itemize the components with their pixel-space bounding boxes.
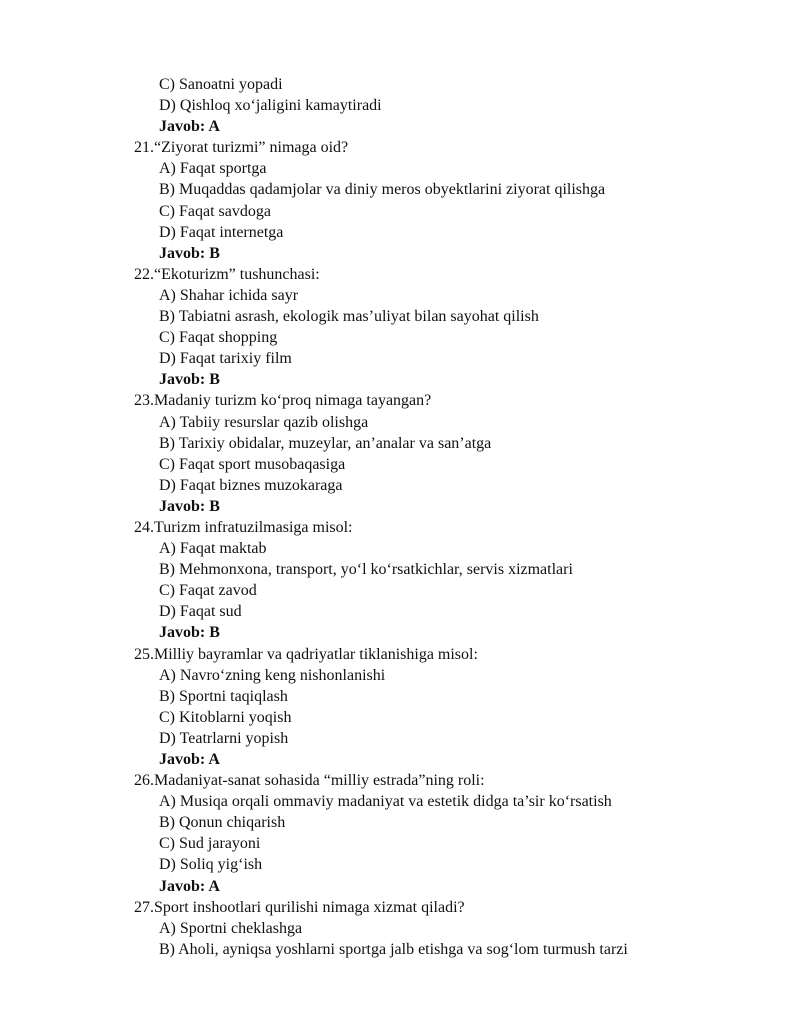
question-23 bbox=[134, 390, 774, 411]
answer-line: Javob: A bbox=[159, 877, 220, 895]
quiz-content bbox=[134, 74, 774, 960]
question-text: “Ziyorat turizmi” nimaga oid? bbox=[154, 139, 349, 157]
option-line: C) Faqat savdoga bbox=[159, 202, 271, 220]
option-line: C) Faqat sport musobaqasiga bbox=[159, 455, 346, 473]
question-number: 26. bbox=[134, 772, 154, 790]
option-line: A) Faqat maktab bbox=[159, 540, 267, 558]
answer-line: Javob: B bbox=[159, 371, 220, 389]
option-line: D) Faqat sud bbox=[159, 603, 242, 621]
question-text: “Ekoturizm” tushunchasi: bbox=[154, 265, 320, 283]
option-line: A) Musiqa orqali ommaviy madaniyat va estetik didga ta’sir ko‘rsatish bbox=[159, 793, 612, 811]
question-text: Turizm infratuzilmasiga misol: bbox=[154, 518, 353, 536]
option-line: D) Faqat biznes muzokaraga bbox=[159, 476, 343, 494]
question-text: Madaniyat-sanat sohasida “milliy estrada”ning roli: bbox=[154, 772, 485, 790]
option-line: B) Sportni taqiqlash bbox=[159, 687, 288, 705]
question-number: 21. bbox=[134, 139, 154, 157]
option-line: C) Faqat shopping bbox=[159, 329, 278, 347]
option-line: B) Qonun chiqarish bbox=[159, 814, 286, 832]
option-line: C) Faqat zavod bbox=[159, 582, 257, 600]
option-line: C) Kitoblarni yoqish bbox=[159, 708, 292, 726]
answer-line: Javob: B bbox=[159, 244, 220, 262]
option-line: A) Navro‘zning keng nishonlanishi bbox=[159, 666, 386, 684]
question-number: 25. bbox=[134, 645, 154, 663]
question-24 bbox=[134, 517, 774, 538]
question-text: Sport inshootlari qurilishi nimaga xizmat qiladi? bbox=[154, 898, 465, 916]
option-line: D) Faqat internetga bbox=[159, 223, 284, 241]
question-21 bbox=[134, 137, 774, 158]
option-line: B) Muqaddas qadamjolar va diniy meros obyektlarini ziyorat qilishga bbox=[159, 181, 606, 199]
option-line: A) Shahar ichida sayr bbox=[159, 286, 299, 304]
question-text: Milliy bayramlar va qadriyatlar tiklanishiga misol: bbox=[154, 645, 478, 663]
option-line: C) Sanoatni yopadi bbox=[159, 76, 283, 93]
answer-line: Javob: B bbox=[159, 497, 220, 515]
option-line: B) Mehmonxona, transport, yo‘l ko‘rsatkichlar, servis xizmatlari bbox=[159, 561, 573, 579]
question-25 bbox=[134, 644, 774, 665]
option-line: A) Sportni cheklashga bbox=[159, 919, 303, 937]
question-number: 23. bbox=[134, 392, 154, 410]
question-number: 27. bbox=[134, 898, 154, 916]
question-number: 22. bbox=[134, 265, 154, 283]
answer-line: Javob: A bbox=[159, 751, 220, 768]
question-22 bbox=[134, 264, 774, 285]
option-line: B) Tabiatni asrash, ekologik mas’uliyat bilan sayohat qilish bbox=[159, 308, 539, 326]
option-line: A) Faqat sportga bbox=[159, 160, 267, 178]
option-line: D) Qishloq xo‘jaligini kamaytiradi bbox=[159, 97, 382, 115]
option-line: A) Tabiiy resurslar qazib olishga bbox=[159, 413, 369, 431]
option-line: D) Faqat tarixiy film bbox=[159, 350, 292, 368]
question-number: 24. bbox=[134, 518, 154, 536]
option-line: C) Sud jarayoni bbox=[159, 835, 261, 853]
question-26 bbox=[134, 770, 774, 791]
answer-line: Javob: B bbox=[159, 624, 220, 642]
option-line: B) Aholi, ayniqsa yoshlarni sportga jalb etishga va sog‘lom turmush tarzi bbox=[159, 940, 628, 958]
option-line: D) Soliq yig‘ish bbox=[159, 856, 263, 874]
answer-line: Javob: A bbox=[159, 118, 220, 136]
option-line: D) Teatrlarni yopish bbox=[159, 729, 289, 747]
question-27 bbox=[134, 897, 774, 918]
question-text: Madaniy turizm ko‘proq nimaga tayangan? bbox=[154, 392, 432, 410]
option-line: B) Tarixiy obidalar, muzeylar, an’analar va san’atga bbox=[159, 434, 492, 452]
